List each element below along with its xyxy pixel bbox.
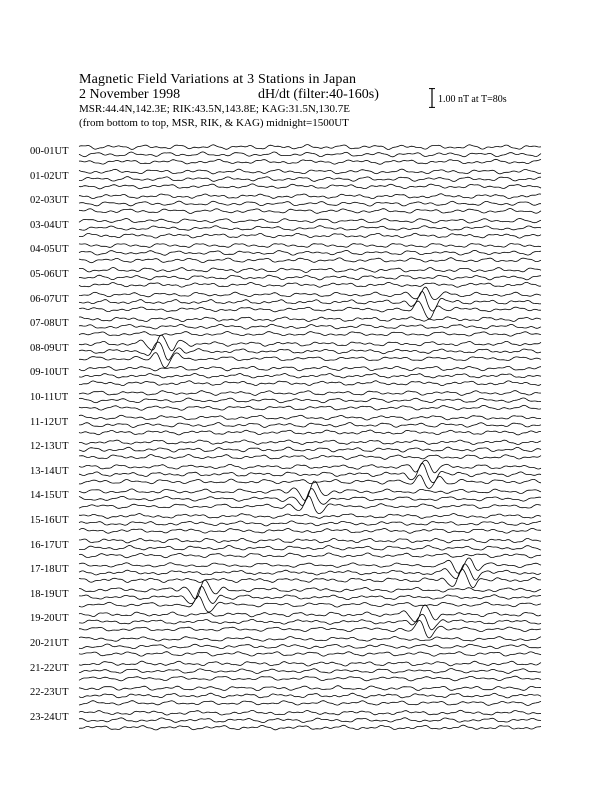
trace-kag xyxy=(79,686,541,691)
trace-rik xyxy=(79,447,541,452)
trace-kag xyxy=(79,415,541,420)
trace-rik xyxy=(79,644,541,649)
hour-label: 18-19UT xyxy=(30,588,69,600)
station-coordinates: MSR:44.4N,142.3E; RIK:43.5N,143.8E; KAG:31.5N,130.7E xyxy=(79,103,351,115)
trace-kag xyxy=(79,558,541,573)
trace-msr xyxy=(79,528,541,533)
trace-kag xyxy=(79,268,541,273)
trace-rik xyxy=(79,521,541,526)
trace-msr xyxy=(79,209,541,214)
hour-label: 03-04UT xyxy=(30,219,69,231)
trace-msr xyxy=(79,353,541,368)
trace-msr xyxy=(79,569,541,588)
hour-label: 17-18UT xyxy=(30,564,69,576)
hour-label: 02-03UT xyxy=(30,195,69,207)
hour-label: 08-09UT xyxy=(30,342,69,354)
trace-msr xyxy=(79,301,541,319)
trace-msr xyxy=(79,701,541,706)
trace-kag xyxy=(79,366,541,370)
trace-msr xyxy=(79,332,541,337)
trace-rik xyxy=(79,275,541,280)
trace-msr xyxy=(79,159,541,164)
trace-kag xyxy=(79,219,541,224)
trace-msr xyxy=(79,405,541,410)
trace-kag xyxy=(79,605,541,622)
trace-kag xyxy=(79,514,541,519)
trace-msr xyxy=(79,381,541,386)
hour-label: 19-20UT xyxy=(30,613,69,625)
hour-label: 05-06UT xyxy=(30,269,69,280)
hour-label: 13-14UT xyxy=(30,465,69,477)
trace-rik xyxy=(79,463,541,482)
trace-rik xyxy=(79,177,541,182)
hour-label: 04-05UT xyxy=(30,244,69,256)
trace-kag xyxy=(79,637,541,642)
hour-label: 12-13UT xyxy=(30,441,69,453)
trace-rik xyxy=(79,614,541,630)
trace-rik xyxy=(79,398,541,403)
hour-label: 15-16UT xyxy=(30,515,69,526)
trace-kag xyxy=(79,580,541,599)
trace-kag xyxy=(79,460,541,473)
trace-kag xyxy=(79,661,541,666)
trace-rik xyxy=(79,374,541,378)
trace-kag xyxy=(79,391,541,396)
trace-rik xyxy=(79,324,541,329)
hour-label: 00-01UT xyxy=(30,146,69,157)
stacking-note: (from bottom to top, MSR, RIK, & KAG) midnight=1500UT xyxy=(79,117,349,129)
hour-label: 09-10UT xyxy=(30,367,69,379)
trace-rik xyxy=(79,718,541,723)
hour-label: 10-11UT xyxy=(30,392,69,403)
trace-rik xyxy=(79,152,541,157)
trace-kag xyxy=(79,710,541,715)
hour-label: 07-08UT xyxy=(30,318,69,330)
trace-msr xyxy=(79,553,541,558)
chart-title: Magnetic Field Variations at 3 Stations in Japan xyxy=(79,72,357,87)
trace-kag xyxy=(79,169,541,174)
trace-msr xyxy=(79,455,541,460)
hour-label: 01-02UT xyxy=(30,170,69,182)
trace-kag xyxy=(79,440,541,445)
trace-rik xyxy=(79,669,541,674)
trace-rik xyxy=(79,693,541,698)
trace-msr xyxy=(79,258,541,263)
trace-msr xyxy=(79,676,541,681)
hour-label: 21-22UT xyxy=(30,662,69,674)
trace-kag xyxy=(79,287,541,300)
trace-msr xyxy=(79,620,541,638)
trace-msr xyxy=(79,496,541,513)
hour-label: 16-17UT xyxy=(30,539,69,551)
hour-label: 20-21UT xyxy=(30,638,69,649)
trace-rik xyxy=(79,546,541,551)
trace-rik xyxy=(79,226,541,231)
trace-msr xyxy=(79,233,541,238)
trace-msr xyxy=(79,652,541,656)
trace-kag xyxy=(79,538,541,543)
trace-msr xyxy=(79,725,541,730)
hour-label: 23-24UT xyxy=(30,711,69,723)
trace-msr xyxy=(79,184,541,189)
trace-rik xyxy=(79,250,541,255)
hour-label: 22-23UT xyxy=(30,687,69,699)
chart-date: 2 November 1998 xyxy=(79,87,181,102)
hour-label: 06-07UT xyxy=(30,293,69,305)
trace-msr xyxy=(79,430,541,435)
hour-label: 11-12UT xyxy=(30,416,69,428)
trace-rik xyxy=(79,423,541,428)
trace-rik xyxy=(79,201,541,206)
trace-kag xyxy=(79,317,541,322)
chart-subtitle: dH/dt (filter:40-160s) xyxy=(258,87,379,102)
hour-label: 14-15UT xyxy=(30,490,69,502)
trace-msr xyxy=(79,282,541,287)
trace-kag xyxy=(79,244,541,248)
trace-kag xyxy=(79,335,541,351)
scale-label: 1.00 nT at T=80s xyxy=(438,94,507,105)
trace-kag xyxy=(79,194,541,199)
trace-rik xyxy=(79,564,541,580)
trace-kag xyxy=(79,145,541,150)
